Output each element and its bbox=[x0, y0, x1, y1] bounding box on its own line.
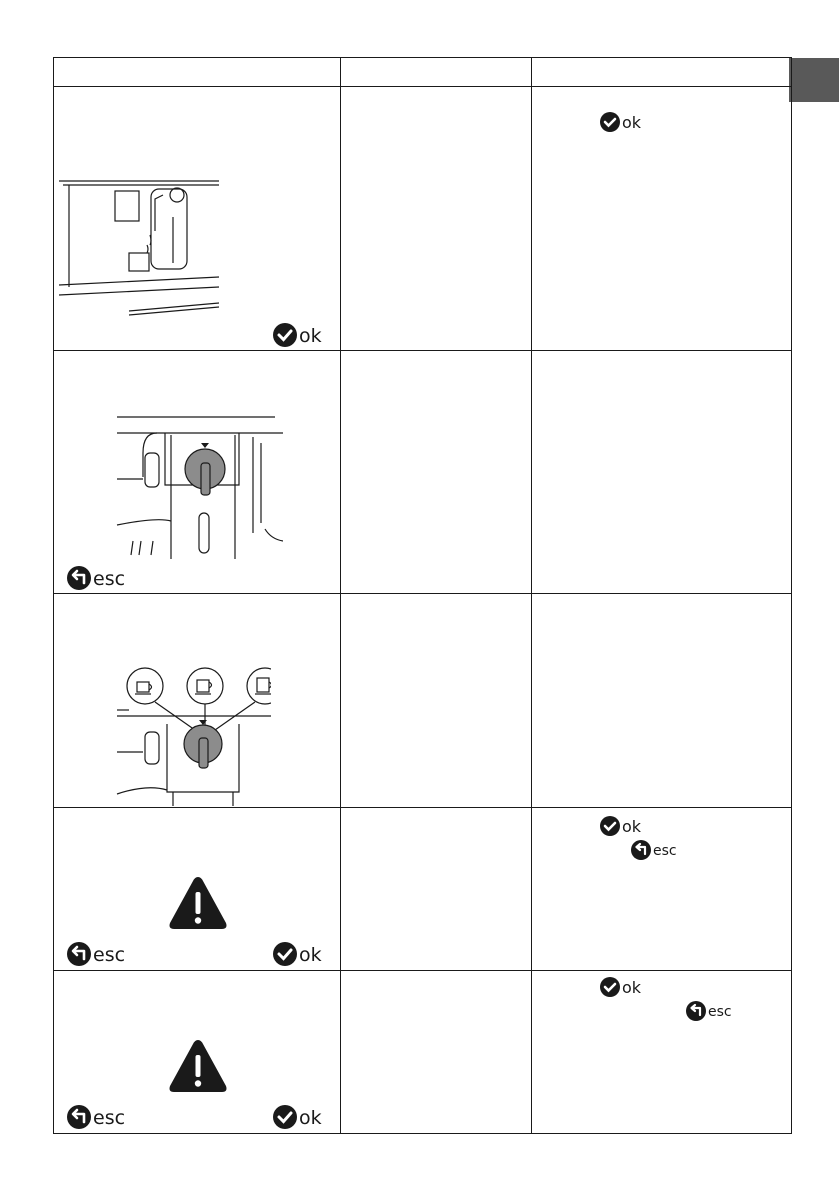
esc-label: esc bbox=[93, 1107, 125, 1129]
esc-button bbox=[65, 1102, 125, 1132]
ok-button bbox=[598, 109, 646, 135]
table-cell-action bbox=[532, 87, 791, 350]
esc-button bbox=[629, 837, 685, 863]
esc-label: esc bbox=[93, 944, 125, 966]
ok-button bbox=[598, 813, 646, 839]
table-cell-meaning bbox=[341, 594, 531, 807]
esc-label: esc bbox=[653, 843, 677, 859]
ok-label: ok bbox=[622, 817, 642, 836]
ok-label: ok bbox=[299, 944, 322, 966]
table-cell-meaning bbox=[341, 351, 531, 593]
ok-button bbox=[598, 974, 646, 1000]
instruction-table bbox=[53, 57, 792, 1134]
machine-rinse-illustration bbox=[59, 177, 219, 317]
table-cell-meaning bbox=[341, 87, 531, 350]
dispenser-knob-illustration bbox=[115, 413, 283, 559]
table-row bbox=[53, 594, 340, 807]
warning-triangle-icon bbox=[167, 1037, 229, 1095]
table-row bbox=[53, 87, 340, 350]
table-border-right bbox=[791, 57, 792, 1134]
table-cell-action bbox=[532, 594, 791, 807]
ok-label: ok bbox=[299, 1107, 322, 1129]
milk-froth-settings-illustration bbox=[115, 664, 271, 806]
esc-label: esc bbox=[708, 1004, 732, 1020]
table-cell-meaning bbox=[341, 971, 531, 1133]
table-cell-action bbox=[532, 971, 791, 1133]
section-tab-marker bbox=[789, 58, 839, 102]
ok-label: ok bbox=[299, 325, 322, 347]
table-cell-action bbox=[532, 808, 791, 970]
header-cell-display bbox=[53, 57, 340, 86]
esc-label: esc bbox=[93, 568, 125, 590]
esc-button bbox=[684, 998, 740, 1024]
esc-button bbox=[65, 939, 125, 969]
table-cell-meaning bbox=[341, 808, 531, 970]
table-cell-action bbox=[532, 351, 791, 593]
header-cell-meaning bbox=[341, 57, 531, 86]
table-row bbox=[53, 971, 340, 1133]
warning-triangle-icon bbox=[167, 874, 229, 932]
header-cell-action bbox=[532, 57, 791, 86]
esc-button bbox=[65, 563, 125, 593]
ok-button bbox=[271, 939, 325, 969]
ok-label: ok bbox=[622, 978, 642, 997]
table-row bbox=[53, 351, 340, 593]
table-border-bottom bbox=[53, 1133, 792, 1134]
ok-button bbox=[271, 1102, 325, 1132]
ok-button bbox=[271, 320, 325, 350]
ok-label: ok bbox=[622, 113, 642, 132]
table-row bbox=[53, 808, 340, 970]
